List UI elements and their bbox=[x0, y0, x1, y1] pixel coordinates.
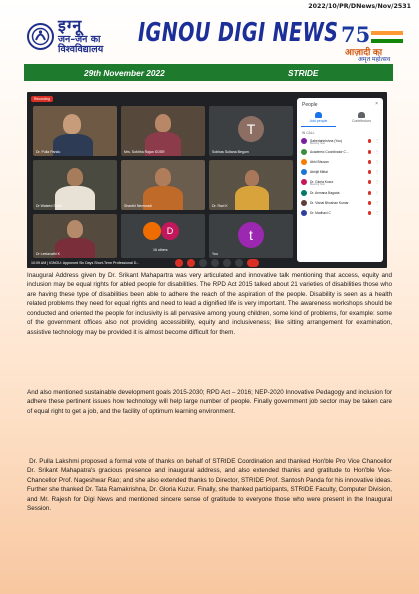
participant-avatar bbox=[301, 159, 307, 165]
ignou-hindi-brand bbox=[58, 18, 103, 54]
participant-avatar bbox=[301, 210, 307, 216]
section-name: STRIDE bbox=[288, 68, 319, 78]
more-options-icon[interactable]: ⋮ bbox=[375, 190, 379, 195]
brand-hindi-tag: जन–जन का bbox=[58, 34, 101, 45]
tile-name: Shanthi Nemmadi bbox=[124, 204, 152, 208]
participant-name: Abhi Bhusan bbox=[310, 159, 329, 164]
date-section-band bbox=[24, 64, 393, 81]
more-options-icon[interactable]: ⋮ bbox=[375, 210, 379, 215]
participant-name: Dr. Gloria Kuzur bbox=[310, 179, 334, 184]
more-options-icon[interactable]: ⋮ bbox=[375, 169, 379, 174]
participant-avatar bbox=[301, 190, 307, 196]
participant-avatar bbox=[301, 169, 307, 175]
more-options-icon[interactable]: ⋮ bbox=[375, 179, 379, 184]
more-options-icon[interactable]: ⋮ bbox=[375, 149, 379, 154]
article-paragraph: Inaugural Address given by Dr. Srikant Mahapartra was very articulated and innovative talk mentioning that access, equity and inclusion may be equal rights for abled people for disabilities. The RPD Act 2015 talked about 21 varieties of disabilities those who are having these type of disabilities been able to adhere the reach of the aspiration of the people. Disability is seen as a health related problems they need for equal rights and need to lead a dignified life is very important. The awareness workshops should be conducted and oriented the people for inclusivity is all pervasive among young children, some kind of problems, for example: some of the government offices also not providing accessibility, equity and inclusiveness; like sitting arrangement for examination, assistive technology may be provided it is almost become difficult for them. bbox=[27, 272, 392, 336]
meeting-screenshot bbox=[27, 92, 387, 268]
ignou-logo-icon bbox=[27, 23, 54, 50]
azadi-line1: आज़ादी का bbox=[345, 47, 383, 57]
tile-name: Dr Waleed Shafi bbox=[36, 204, 62, 208]
camera-off-button[interactable] bbox=[187, 259, 195, 267]
participant-row[interactable] bbox=[301, 169, 381, 176]
tile-name: Dr. Ravi K bbox=[212, 204, 228, 208]
more-options-icon[interactable]: ⋮ bbox=[375, 200, 379, 205]
tab-contributors[interactable] bbox=[340, 112, 383, 123]
issue-date: 29th November 2022 bbox=[84, 68, 165, 78]
meeting-control-bar bbox=[27, 258, 297, 268]
participant-avatar: t bbox=[238, 222, 264, 248]
azadi-ka-amrit-mahotsav-logo bbox=[341, 22, 409, 62]
contributors-icon bbox=[358, 112, 365, 118]
tile-name: 16 others bbox=[153, 248, 168, 252]
participant-avatar bbox=[143, 222, 161, 240]
tab-label: Contributors bbox=[351, 119, 372, 123]
mic-off-icon bbox=[368, 160, 371, 164]
participant-name: Dr. Madhavi C bbox=[310, 210, 331, 215]
participant-avatar: T bbox=[238, 116, 264, 142]
participant-avatar bbox=[301, 200, 307, 206]
participant-row[interactable] bbox=[301, 159, 381, 166]
mic-off-icon bbox=[368, 170, 371, 174]
more-options-icon[interactable]: ⋮ bbox=[375, 159, 379, 164]
mic-off-icon bbox=[368, 180, 371, 184]
more-options-button[interactable] bbox=[235, 259, 243, 267]
present-button[interactable] bbox=[223, 259, 231, 267]
recording-badge: Recording bbox=[31, 96, 53, 102]
participant-row[interactable] bbox=[301, 179, 381, 186]
video-tile bbox=[33, 160, 117, 210]
captions-button[interactable] bbox=[199, 259, 207, 267]
participant-name: Sabertarkrishna (You) bbox=[310, 138, 342, 143]
mic-off-icon bbox=[368, 150, 371, 154]
azadi-line2: अमृत महोत्सव bbox=[358, 56, 391, 63]
participant-row[interactable] bbox=[301, 190, 381, 197]
in-call-heading: IN CALL bbox=[302, 131, 315, 135]
participant-avatar bbox=[301, 138, 307, 144]
participant-avatar bbox=[301, 149, 307, 155]
mic-off-icon bbox=[368, 191, 371, 195]
participant-name: Dr. Anmana Bagaria bbox=[310, 190, 340, 195]
tile-name: Sobhas Sultana Begum bbox=[212, 150, 249, 154]
participant-row[interactable] bbox=[301, 138, 381, 145]
end-call-button[interactable] bbox=[247, 259, 259, 267]
raise-hand-button[interactable] bbox=[211, 259, 219, 267]
mic-off-icon bbox=[368, 139, 371, 143]
people-panel bbox=[297, 98, 383, 262]
tab-add-people[interactable] bbox=[297, 112, 340, 123]
person-add-icon bbox=[315, 112, 322, 118]
tab-underline bbox=[301, 126, 336, 127]
registration-number: 2022/10/PR/DNews/Nov/2531 bbox=[308, 3, 411, 10]
brand-hindi-sub: विश्वविद्यालय bbox=[58, 43, 104, 55]
close-icon[interactable]: × bbox=[375, 101, 378, 107]
video-tile bbox=[121, 214, 205, 258]
tile-name: Mrs. Sobitha Rajan SOSR bbox=[124, 150, 165, 154]
masthead-title: IGNOU DIGI NEWS bbox=[138, 18, 339, 48]
participant-role: Meeting host bbox=[310, 183, 325, 186]
video-tile bbox=[121, 106, 205, 156]
video-tile bbox=[33, 214, 117, 258]
participant-row[interactable] bbox=[301, 200, 381, 207]
tile-name: Dr. Pulla Pandu bbox=[36, 150, 61, 154]
article-paragraph: And also mentioned sustainable development goals 2015-2030; RPD Act – 2016; NEP-2020 Innovative Pedagogy and inclusion for adhere these pertinent issues how technology will help large number of people. Finally government job sector may be taken care of equal right to get a job, and the facility of optimum learning environment. bbox=[27, 389, 392, 415]
article-paragraph: Dr. Pulla Lakshmi proposed a formal vote of thanks on behalf of STRIDE Coordination and thanked Hon'ble Pro Vice Chancellor Dr. Srikant Mahapatra's gracious presence and inaugural address, and also extended thanks and gratitude to Hon'ble Vice-Chancellor Prof. Nageshwar Rao; and she also extended thanks to Director, STRIDE Prof. Santosh Panda for his innovative ideas. Further she thanked Dr. Tata Ramakrishna, Dr. Gloria Kuzur. Finally, she thanked participants, STRIDE Faculty, Computer Division, and Mr. Rajesh for Digi News and mentioned sincere sense of gratitude to everyone those who were present in the Inaugural Session. bbox=[27, 458, 394, 513]
participant-role: Meeting host bbox=[310, 142, 325, 145]
participant-name: Dr. Vishal Bhushan Kumar bbox=[310, 200, 349, 205]
tile-name: You bbox=[212, 252, 218, 256]
tab-label: Add people bbox=[309, 119, 328, 123]
video-tile bbox=[121, 160, 205, 210]
tricolour-flag-icon bbox=[371, 31, 403, 43]
azadi-number: 75 bbox=[341, 22, 371, 47]
video-tile bbox=[33, 106, 117, 156]
participant-name: Abhijit Mittal bbox=[310, 169, 328, 174]
mic-off-icon bbox=[368, 211, 371, 215]
participant-row[interactable] bbox=[301, 149, 381, 156]
participant-avatar: D bbox=[161, 222, 179, 240]
tile-name: Dr Leelavathi K bbox=[36, 252, 60, 256]
participant-avatar bbox=[301, 179, 307, 185]
meeting-time-title: 10:09 AM | IGNOU: Approved Six Days Short-Term Professional D... bbox=[31, 260, 140, 265]
video-tile bbox=[209, 106, 293, 156]
mic-off-button[interactable] bbox=[175, 259, 183, 267]
video-tile bbox=[209, 214, 293, 258]
participant-name: Academic Coordinator C... bbox=[310, 149, 349, 154]
video-tile bbox=[209, 160, 293, 210]
people-panel-title: People bbox=[302, 102, 318, 108]
brand-hindi-title: इग्नू bbox=[58, 16, 83, 35]
more-options-icon[interactable]: ⋮ bbox=[375, 138, 379, 143]
participant-row[interactable] bbox=[301, 210, 381, 217]
people-tabs bbox=[297, 112, 383, 126]
mic-off-icon bbox=[368, 201, 371, 205]
